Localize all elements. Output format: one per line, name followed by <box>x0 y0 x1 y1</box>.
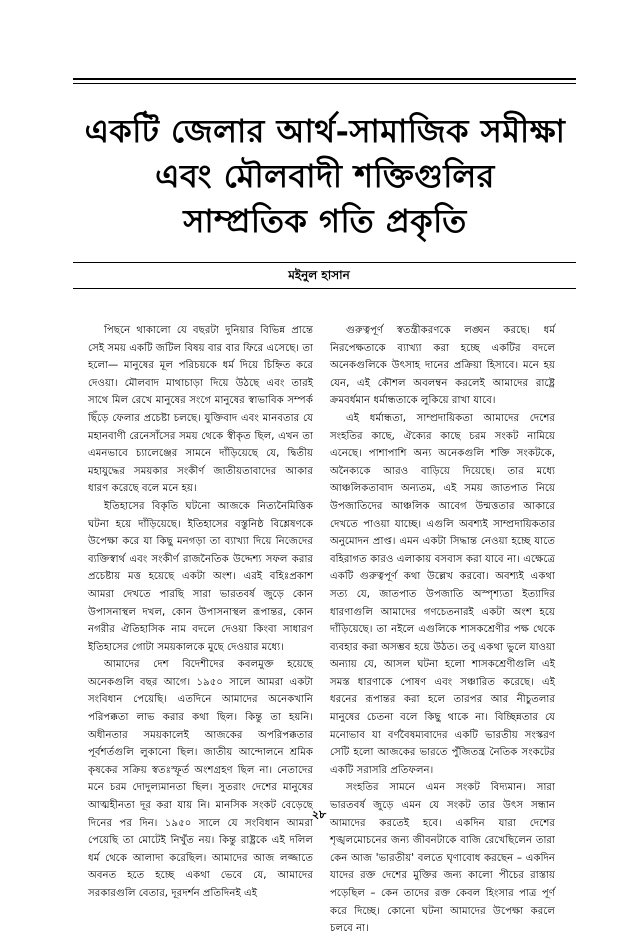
title-line-1: একটি জেলার আর্থ-সামাজিক সমীক্ষা <box>84 112 566 150</box>
paragraph: সংহতির সামনে এমন সংকট বিদ্যমান। সারা ভারতবর্ষ জুড়ে এমন যে সংকট তার উৎস সন্ধান আমাদের করতেই হবে। একদিন যারা দেশের শৃঙ্খলমোচনের জন্য জীবনটাকে বাজি রেখেছিলেন তারা কেন আজ 'ভারতীয়' বলতে ঘৃণাবোধ করছেন – একদিন যাদের রক্ত দেশের মুক্তির জন্য কালো পীচের রাস্তায় পড়েছিল – কেন তাদের রক্ত কেবল হিংসার পাত্র পূর্ণ করে দিচ্ছে। কোনো ঘটনা আমাদের উপেক্ষা করলে চলবে না। <box>330 782 555 935</box>
top-rule-thin <box>73 83 576 84</box>
paragraph: ইতিহাসের বিকৃতি ঘটনো আজকে নিত্যনৈমিত্তিক ঘটনা হয়ে দাঁড়িয়েছে। ইতিহাসের বস্তুনিষ্ঠ বিশ্লেষণকে উপেক্ষা করে যা কিছু মনগড়া তা ব্যাখ্যা দিয়ে নিজেদের ব্যক্তিস্বার্থ এবং সংকীর্ণ রাজনৈতিক উদ্দেশ্য সফল করার প্রচেষ্টায় মত্ত হয়েছে একটা অংশ। এরই বহিঃপ্রকাশ আমরা দেখতে পারছি সারা ভারতবর্ষ জুড়ে কোন উপাসনাস্থল দখল, কোন উপাসনাস্থল রূপান্তর, কোন নগরীর ঐতিহাসিক নাম বদলে দেওয়া কিংবা সাধারণ ইতিহাসের গোটা সময়কালকে মুছে দেওয়ার মধ্যে। <box>88 500 313 653</box>
title-line-2: এবং মৌলবাদী শক্তিগুলির <box>155 157 495 195</box>
paragraph: পিছনে থাকালো যে বছরটা দুনিয়ার বিভিন্ন প্রান্তে সেই সময় একটি জটিল বিষয় বার বার ফিরে এসেছে। তা হলো— মানুষের মূল পরিচয়কে ধর্ম দিয়ে চিহ্নিত করে দেওয়া। মৌলবাদ মাথাচাড়া দিয়ে উঠছে এবং তারই সাথে মিল রেখে মানুষের সংগে মানুষের স্বাভাবিক সম্পর্ক ছিঁড়ে ফেলার প্রচেষ্টা চলছে। যুক্তিবাদ এবং মানবতার যে মহানবাণী রেনেসাঁসের সময় থেকে স্বীকৃত ছিল, এখন তা এমনভাবে চ্যালেঞ্জের সামনে দাঁড়িয়েছে যে, দ্বিতীয় মহাযুদ্ধের সময়কার সংকীর্ণ জাতীয়তাবাদের আকার ধারণ করেছে বলে মনে হয়। <box>88 325 313 495</box>
page-number: ২৮ <box>311 808 327 821</box>
paragraph: এই ধর্মান্ধতা, সাম্প্রদায়িকতা আমাদের দেশের সংহতির কাছে, ঐক্যের কাছে চরম সংকট নামিয়ে এনেছে। পাশাপাশি অন্য অনেকগুলি শক্তি সংকটকে, অনৈক্যকে আরও বাড়িয়ে দিয়েছে। তার মধ্যে আঞ্চলিকতাবাদ অন্যতম, এই সময় জাতপাত নিয়ে উপজাতিদের আঞ্চলিক আবেগ উন্মত্ততার আকারে দেখতে পাওয়া যাচ্ছে। এগুলি অবশ্যই সাম্প্রদায়িকতার অনুমোদন প্রাপ্ত। এমন একটা সিদ্ধান্ত নেওয়া হচ্ছে যাতে বহিরাগত কারও এলাকায় বসবাস করা যাবে না। এক্ষেত্রে একটি গুরুত্বপূর্ণ কথা উল্লেখ করবো। অবশ্যই একথা সত্য যে, জাতপাত উপজাতি অস্পৃশ্যতা ইত্যাদির ধারণাগুলি আমাদের গণচেতনারই একটা অংশ হয়ে দাঁড়িয়েছে। তা নইলে এগুলিকে শাসকশ্রেণীর পক্ষ থেকে ব্যবহার করা অসম্ভব হয়ে উঠত। তবু একথা ভুলে যাওয়া অন্যায় যে, আসল ঘটনা হলো শাসকশ্রেণীগুলি এই সমস্ত ধারণাকে পোষণ এবং সঞ্চারিত করেছে। এই ধরনের রূপান্তর করা হলে তারপর আর নীচুতলার মানুষের চেতনা বলে কিছু থাকে না। বিচ্ছিন্নতার যে মনোভাব যা বর্ণবৈষম্যবাদের একটি ভারতীয় সংস্করণ সেটি হলো আজকের ভারতে পুঁজিতন্ত্র নৈতিক সংকটের একটি সরাসরি প্রতিফলন। <box>330 412 555 776</box>
author-name: মইনুল হাসান <box>288 268 350 282</box>
author-rule-bottom <box>73 288 576 289</box>
title-line-3: সাম্প্রতিক গতি প্রকৃতি <box>183 202 467 240</box>
author-rule-top <box>73 262 576 263</box>
top-rule <box>73 78 576 80</box>
paragraph: গুরুত্বপূর্ণ স্বতন্ত্রীকরণকে লঙ্ঘন করছে। ধর্ম নিরপেক্ষতাকে ব্যাখ্যা করা হচ্ছে একটির বদলে অনেকগুলিকে উৎসাহ দানের প্রক্রিয়া হিসাবে। মনে হয় যেন, এই কৌশল অবলম্বন করলেই আমাদের রাষ্ট্রে ক্রমবর্ধমান ধর্মান্ধতাকে লুকিয়ে রাখা যাবে। <box>330 325 555 407</box>
paragraph: আমাদের দেশ বিদেশীদের কবলমুক্ত হয়েছে অনেকগুলি বছর আগে। ১৯৫০ সালে আমরা একটা সংবিধান পেয়েছি। এতদিনে আমাদের অনেকখানি পরিপক্কতা লাভ করার কথা ছিল। কিন্তু তা হয়নি। অধীনতার সময়কালেই আজকের অপরিপক্কতার পূর্বশর্তগুলি লুকানো ছিল। জাতীয় আন্দোলনে শ্রমিক কৃষকের সক্রিয় স্বতঃস্ফূর্ত অংশগ্রহণ ছিল না। নেতাদের মনে চরম দোদুল্যমানতা ছিল। সুতরাং দেশের মানুষের আত্মহীনতা দূর করা যায় নি। মানসিক সংকট বেড়েছে দিনের পর দিন। ১৯৫০ সালে যে সংবিধান আমরা পেয়েছি তা মোটেই নিখুঁত নয়। কিন্তু রাষ্ট্রকে এই দলিল ধর্ম থেকে আলাদা করেছিল। আমাদের আজ লজ্জাতে অবনত হতে হচ্ছে একথা ভেবে যে, আমাদের সরকারগুলি বেতার, দূরদর্শন প্রতিদিনই এই <box>88 659 313 899</box>
right-column <box>330 322 555 938</box>
